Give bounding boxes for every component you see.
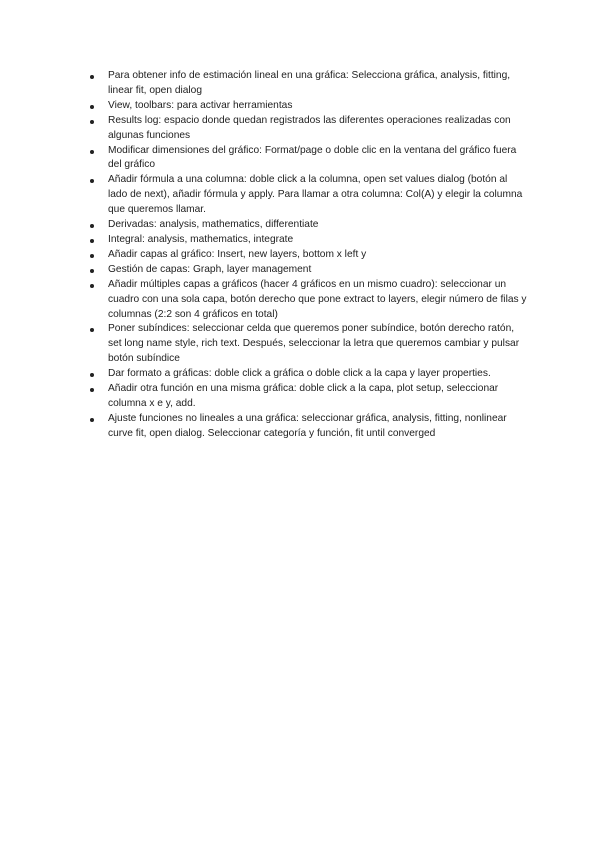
list-item <box>88 99 528 114</box>
bullet-icon <box>90 224 94 228</box>
list-item-text: Gestión de capas: Graph, layer management <box>108 263 312 275</box>
list-item-text: Añadir múltiples capas a gráficos (hacer 4 gráficos en un mismo cuadro): seleccionar un cuadro con una sola capa, botón derecho que pone extract to layers, elegir número de filas y columnas (2:2 son 4 gráficos en total) <box>108 278 527 320</box>
list-item <box>88 173 528 218</box>
list-item <box>88 218 528 233</box>
bullet-icon <box>90 269 94 273</box>
list-item <box>88 412 528 442</box>
bullet-icon <box>90 120 94 124</box>
bullet-icon <box>90 284 94 288</box>
list-item-text: Integral: analysis, mathematics, integrate <box>108 233 294 245</box>
bullet-icon <box>90 75 94 79</box>
bullet-icon <box>90 388 94 392</box>
list-item <box>88 367 528 382</box>
list-item-text: Ajuste funciones no lineales a una gráfica: seleccionar gráfica, analysis, fitting, nonlinear curve fit, open dialog. Seleccionar categoría y función, fit until converged <box>108 412 507 439</box>
list-item <box>88 263 528 278</box>
list-item <box>88 69 528 99</box>
bullet-icon <box>90 179 94 183</box>
list-item-text: Poner subíndices: seleccionar celda que queremos poner subíndice, botón derecho ratón, set long name style, rich text. Después, seleccionar la letra que queremos cambiar y pulsar botón subíndice <box>108 323 520 365</box>
list-item <box>88 114 528 144</box>
list-item-text: Añadir fórmula a una columna: doble click a la columna, open set values dialog (botón al lado de next), añadir fórmula y apply. Para llamar a otra columna: Col(A) y elegir la columna que queremos llamar. <box>108 174 523 216</box>
list-item-text: Dar formato a gráficas: doble click a gráfica o doble click a la capa y layer properties. <box>108 368 491 380</box>
list-item <box>88 233 528 248</box>
list-item <box>88 278 528 323</box>
list-item <box>88 382 528 412</box>
bullet-icon <box>90 418 94 422</box>
list-item-text: Modificar dimensiones del gráfico: Format/page o doble clic en la ventana del gráfico fuera del gráfico <box>108 144 517 171</box>
list-item-text: Añadir otra función en una misma gráfica: doble click a la capa, plot setup, seleccionar columna x e y, add. <box>108 383 499 409</box>
bullet-list <box>88 69 528 442</box>
list-item-text: Results log: espacio donde quedan registrados las diferentes operaciones realizadas con algunas funciones <box>108 114 511 141</box>
list-item-text: Derivadas: analysis, mathematics, differentiate <box>108 219 319 231</box>
bullet-icon <box>90 373 94 377</box>
bullet-icon <box>90 239 94 243</box>
bullet-icon <box>90 254 94 258</box>
list-item <box>88 144 528 174</box>
bullet-icon <box>90 105 94 109</box>
bullet-icon <box>90 328 94 332</box>
list-item-text: Para obtener info de estimación lineal en una gráfica: Selecciona gráfica, analysis, fitting, linear fit, open dialog <box>108 70 511 96</box>
list-item-text: Añadir capas al gráfico: Insert, new layers, bottom x left y <box>108 248 367 260</box>
bullet-icon <box>90 150 94 154</box>
list-item <box>88 248 528 263</box>
list-item-text: View, toolbars: para activar herramientas <box>108 99 293 111</box>
list-item <box>88 322 528 367</box>
